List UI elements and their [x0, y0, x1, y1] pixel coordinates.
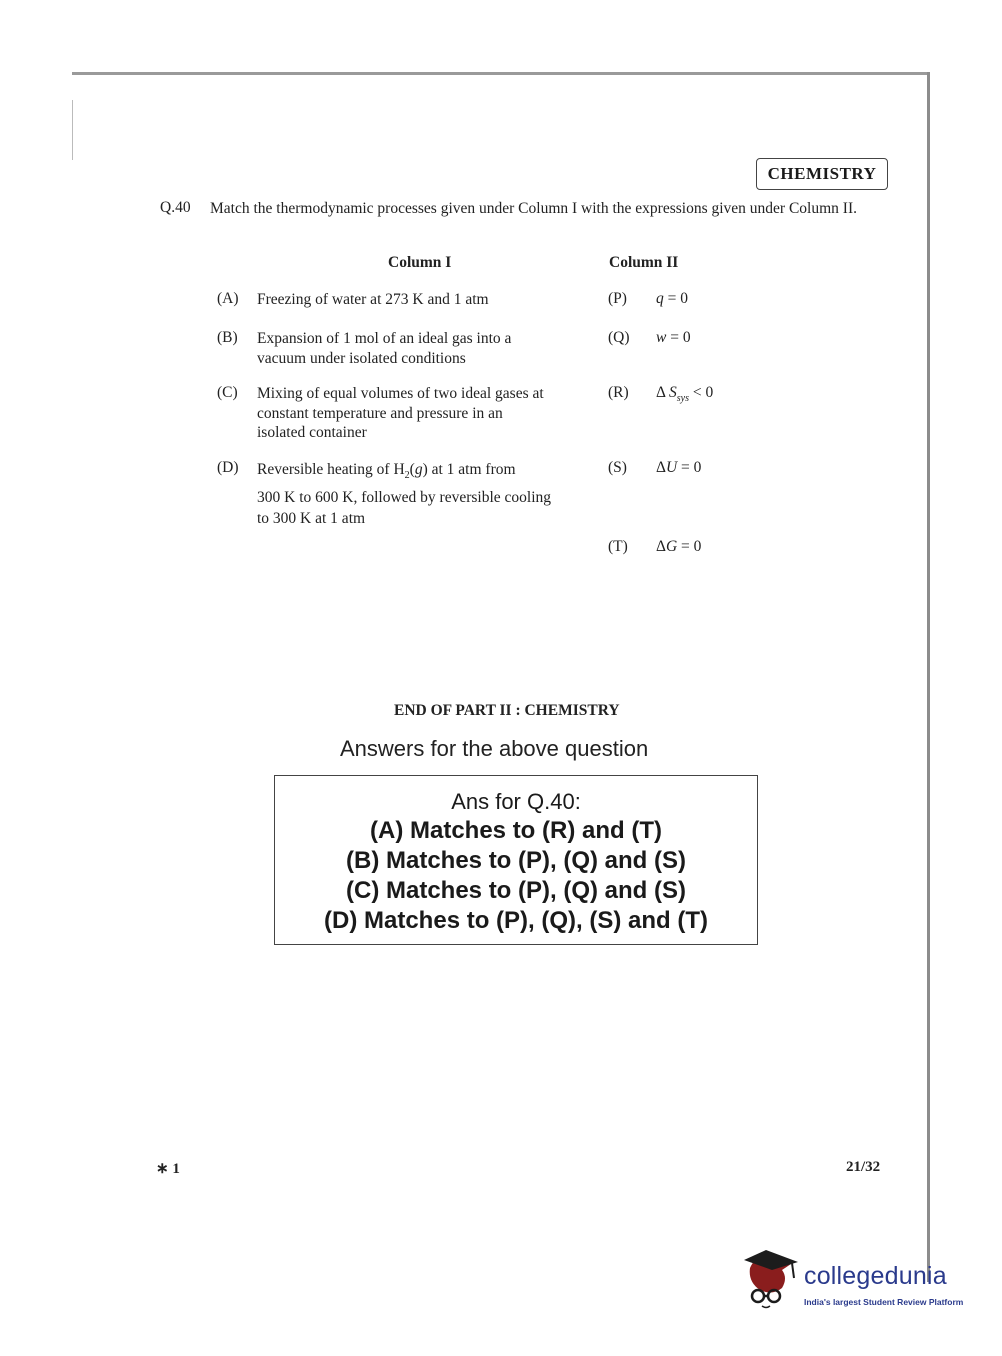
item-text-b [257, 329, 597, 368]
question-number: Q.40 [160, 199, 191, 216]
collegedunia-logo [742, 1248, 972, 1318]
item-a-line-1: Freezing of water at 273 K and 1 atm [257, 291, 489, 308]
answer-line-c: (C) Matches to (P), (Q) and (S) [346, 877, 686, 904]
end-of-part-text: END OF PART II : CHEMISTRY [394, 702, 620, 719]
expr-q: w = 0 [656, 329, 691, 346]
expr-label-q: (Q) [608, 329, 630, 346]
item-c-line-1: Mixing of equal volumes of two ideal gases at [257, 385, 544, 402]
item-text-d [257, 459, 597, 530]
expr-t: ΔG = 0 [656, 538, 702, 555]
expr-p: q = 0 [656, 290, 688, 307]
logo-tagline: India's largest Student Review Platform [804, 1297, 964, 1307]
answer-title: Ans for Q.40: [451, 789, 581, 814]
expr-label-t: (T) [608, 538, 628, 555]
item-c-line-3: isolated container [257, 424, 367, 441]
expr-label-p: (P) [608, 290, 627, 307]
subject-label: CHEMISTRY [756, 158, 888, 190]
footer-page-number: 21/32 [846, 1159, 881, 1175]
answer-line-b: (B) Matches to (P), (Q) and (S) [346, 847, 686, 874]
column-1-header: Column I [388, 254, 452, 271]
answer-line-a: (A) Matches to (R) and (T) [370, 817, 662, 844]
answers-heading: Answers for the above question [340, 736, 649, 761]
item-text-c [257, 384, 597, 443]
item-c-line-2: constant temperature and pressure in an [257, 404, 503, 422]
item-b-line-1: Expansion of 1 mol of an ideal gas into a [257, 330, 512, 347]
expr-s: ΔU = 0 [656, 459, 702, 476]
item-d-line-3: to 300 K at 1 atm [257, 510, 366, 528]
column-2-header: Column II [609, 254, 679, 271]
expr-label-r: (R) [608, 384, 629, 401]
mascot-icon [742, 1248, 802, 1314]
scan-edge-top [72, 72, 930, 75]
item-label-d: (D) [217, 459, 239, 476]
scan-edge-right [927, 72, 930, 1282]
expr-label-s: (S) [608, 459, 627, 476]
item-b-line-2: vacuum under isolated conditions [257, 349, 466, 367]
scan-edge-left [72, 100, 73, 160]
item-label-c: (C) [217, 384, 238, 401]
item-d-line-1: Reversible heating of $H_2(g)$ at 1 atm from [257, 461, 516, 482]
footer-page-code: ∗ 1 [156, 1161, 180, 1177]
item-d-line-2: 300 K to 600 K, followed by reversible cooling [257, 488, 552, 506]
question-text: Match the thermodynamic processes given under Column I with the expressions given under Column II. [210, 200, 857, 217]
answer-box [274, 775, 758, 945]
item-text-a [257, 290, 597, 310]
logo-name: collegedunia [804, 1262, 947, 1290]
item-label-a: (A) [217, 290, 239, 307]
expr-r: Δ $S_{sys} < 0$ [656, 384, 714, 405]
answer-line-d: (D) Matches to (P), (Q), (S) and (T) [324, 907, 708, 934]
item-label-b: (B) [217, 329, 238, 346]
